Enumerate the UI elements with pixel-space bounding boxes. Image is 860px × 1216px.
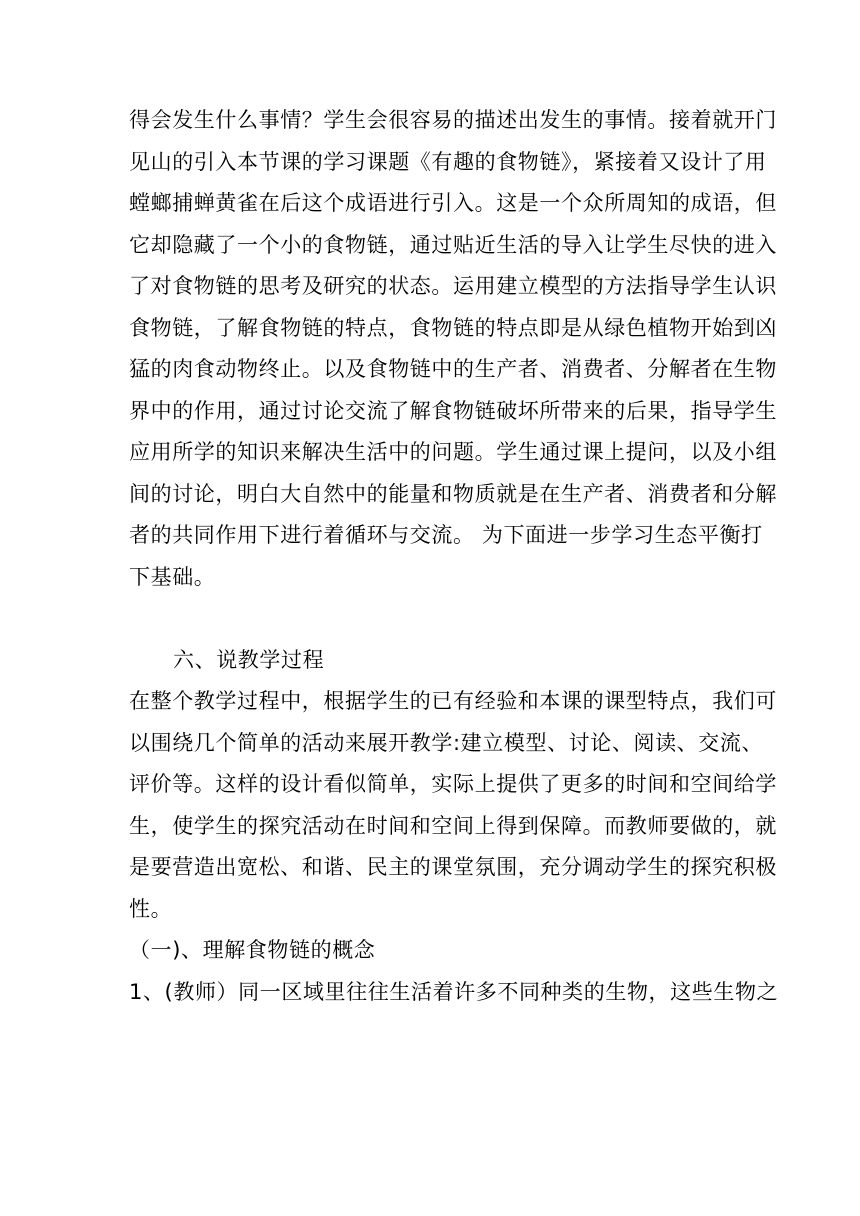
paragraph-line: 得会发生什么事情？学生会很容易的描述出发生的事情。接着就开门 [129, 108, 777, 132]
paragraph-line: 它却隐藏了一个小的食物链，通过贴近生活的导入让学生尽快的进入 [129, 232, 777, 257]
document-body [129, 100, 779, 1013]
section-heading: 六、说教学过程 [173, 647, 325, 672]
paragraph-line: 应用所学的知识来解决生活中的问题。学生通过课上提问，以及小组 [129, 440, 777, 464]
blank-line [129, 598, 735, 640]
intro-paragraph [129, 100, 777, 598]
paragraph-line: 评价等。这样的设计看似简单，实际上提供了更多的时间和空间给学 [129, 772, 777, 796]
paragraph-line: 界中的作用，通过讨论交流了解食物链破坏所带来的后果，指导学生 [129, 398, 777, 423]
paragraph-line: 食物链，了解食物链的特点，食物链的特点即是从绿色植物开始到凶 [129, 315, 777, 340]
paragraph-line: 见山的引入本节课的学习课题《有趣的食物链》，紧接着又设计了用 [129, 149, 767, 174]
paragraph-line: 间的讨论，明白大自然中的能量和物质就是在生产者、消费者和分解 [129, 481, 777, 506]
subsection-heading: （一)、理解食物链的概念 [129, 938, 376, 962]
paragraph-line: 性。 [129, 896, 173, 921]
paragraph-line: 1、(教师）同一区域里往往生活着许多不同种类的生物，这些生物之 [129, 979, 779, 1004]
paragraph-line: 以围绕几个简单的活动来展开教学:建立模型、讨论、阅读、交流、 [129, 730, 764, 755]
paragraph-line: 生，使学生的探究活动在时间和空间上得到保障。而教师要做的，就 [129, 813, 777, 838]
paragraph-line: 下基础。 [129, 564, 216, 589]
paragraph-line: 者的共同作用下进行着循环与交流。 为下面进一步学习生态平衡打 [129, 523, 763, 547]
paragraph-line: 螳螂捕蝉黄雀在后这个成语进行引入。这是一个众所周知的成语，但 [129, 191, 777, 215]
paragraph-line: 在整个教学过程中，根据学生的已有经验和本课的课型特点，我们可 [129, 689, 777, 713]
paragraph-line: 了对食物链的思考及研究的状态。运用建立模型的方法指导学生认识 [129, 274, 777, 298]
paragraph-line: 猛的肉食动物终止。以及食物链中的生产者、消费者、分解者在生物 [129, 357, 777, 381]
section-paragraph [129, 681, 777, 930]
paragraph-line: 是要营造出宽松、和谐、民主的课堂氛围，充分调动学生的探究积极 [129, 855, 777, 879]
